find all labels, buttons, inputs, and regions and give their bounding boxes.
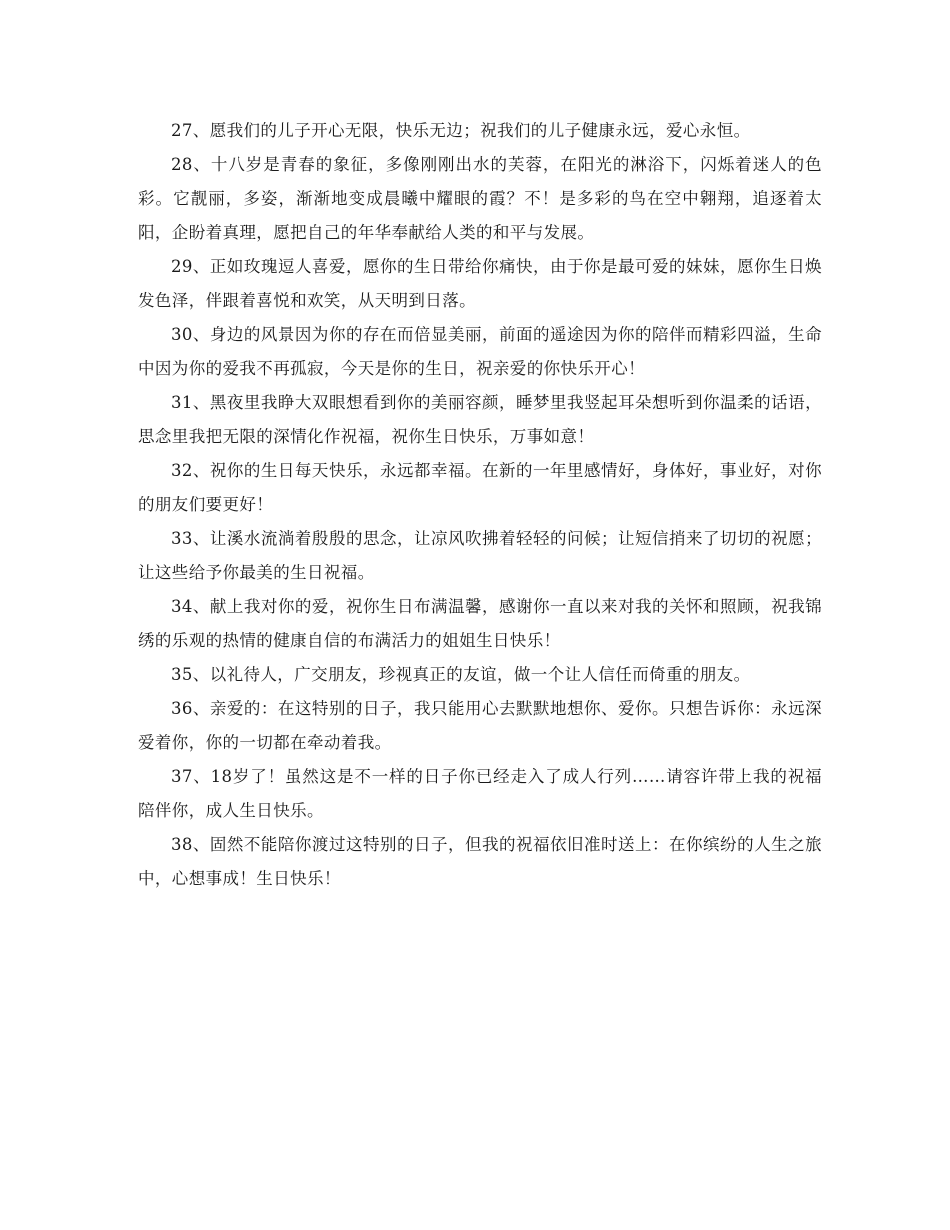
paragraph-38: 38、固然不能陪你渡过这特别的日子，但我的祝福依旧准时送上：在你缤纷的人生之旅中，心想事成！生日快乐！ <box>138 835 822 888</box>
paragraph-33: 33、让溪水流淌着殷殷的思念，让凉风吹拂着轻轻的问候；让短信捎来了切切的祝愿；让这些给予你最美的生日祝福。 <box>138 529 822 582</box>
paragraph-37: 37、18岁了！虽然这是不一样的日子你已经走入了成人行列……请容许带上我的祝福陪伴你，成人生日快乐。 <box>138 767 822 820</box>
paragraph-31: 31、黑夜里我睁大双眼想看到你的美丽容颜，睡梦里我竖起耳朵想听到你温柔的话语，思念里我把无限的深情化作祝福，祝你生日快乐，万事如意！ <box>138 393 822 446</box>
paragraph-34: 34、献上我对你的爱，祝你生日布满温馨，感谢你一直以来对我的关怀和照顾，祝我锦绣的乐观的热情的健康自信的布满活力的姐姐生日快乐！ <box>138 597 822 650</box>
paragraph-30: 30、身边的风景因为你的存在而倍显美丽，前面的遥途因为你的陪伴而精彩四溢，生命中因为你的爱我不再孤寂，今天是你的生日，祝亲爱的你快乐开心！ <box>138 325 822 378</box>
paragraph-32: 32、祝你的生日每天快乐，永远都幸福。在新的一年里感情好，身体好，事业好，对你的朋友们要更好！ <box>138 461 822 514</box>
paragraph-27: 27、愿我们的儿子开心无限，快乐无边；祝我们的儿子健康永远，爱心永恒。 <box>171 121 751 140</box>
document-body <box>138 114 822 896</box>
paragraph-28: 28、十八岁是青春的象征，多像刚刚出水的芙蓉，在阳光的淋浴下，闪烁着迷人的色彩。它靓丽，多姿，渐渐地变成晨曦中耀眼的霞？不！是多彩的鸟在空中翱翔，追逐着太阳，企盼着真理，愿把自己的年华奉献给人类的和平与发展。 <box>138 155 822 242</box>
paragraph-29: 29、正如玫瑰逗人喜爱，愿你的生日带给你痛快，由于你是最可爱的妹妹，愿你生日焕发色泽，伴跟着喜悦和欢笑，从天明到日落。 <box>138 257 822 310</box>
paragraph-35: 35、以礼待人，广交朋友，珍视真正的友谊，做一个让人信任而倚重的朋友。 <box>171 665 751 684</box>
paragraph-36: 36、亲爱的：在这特别的日子，我只能用心去默默地想你、爱你。只想告诉你：永远深爱着你，你的一切都在牵动着我。 <box>138 699 822 752</box>
